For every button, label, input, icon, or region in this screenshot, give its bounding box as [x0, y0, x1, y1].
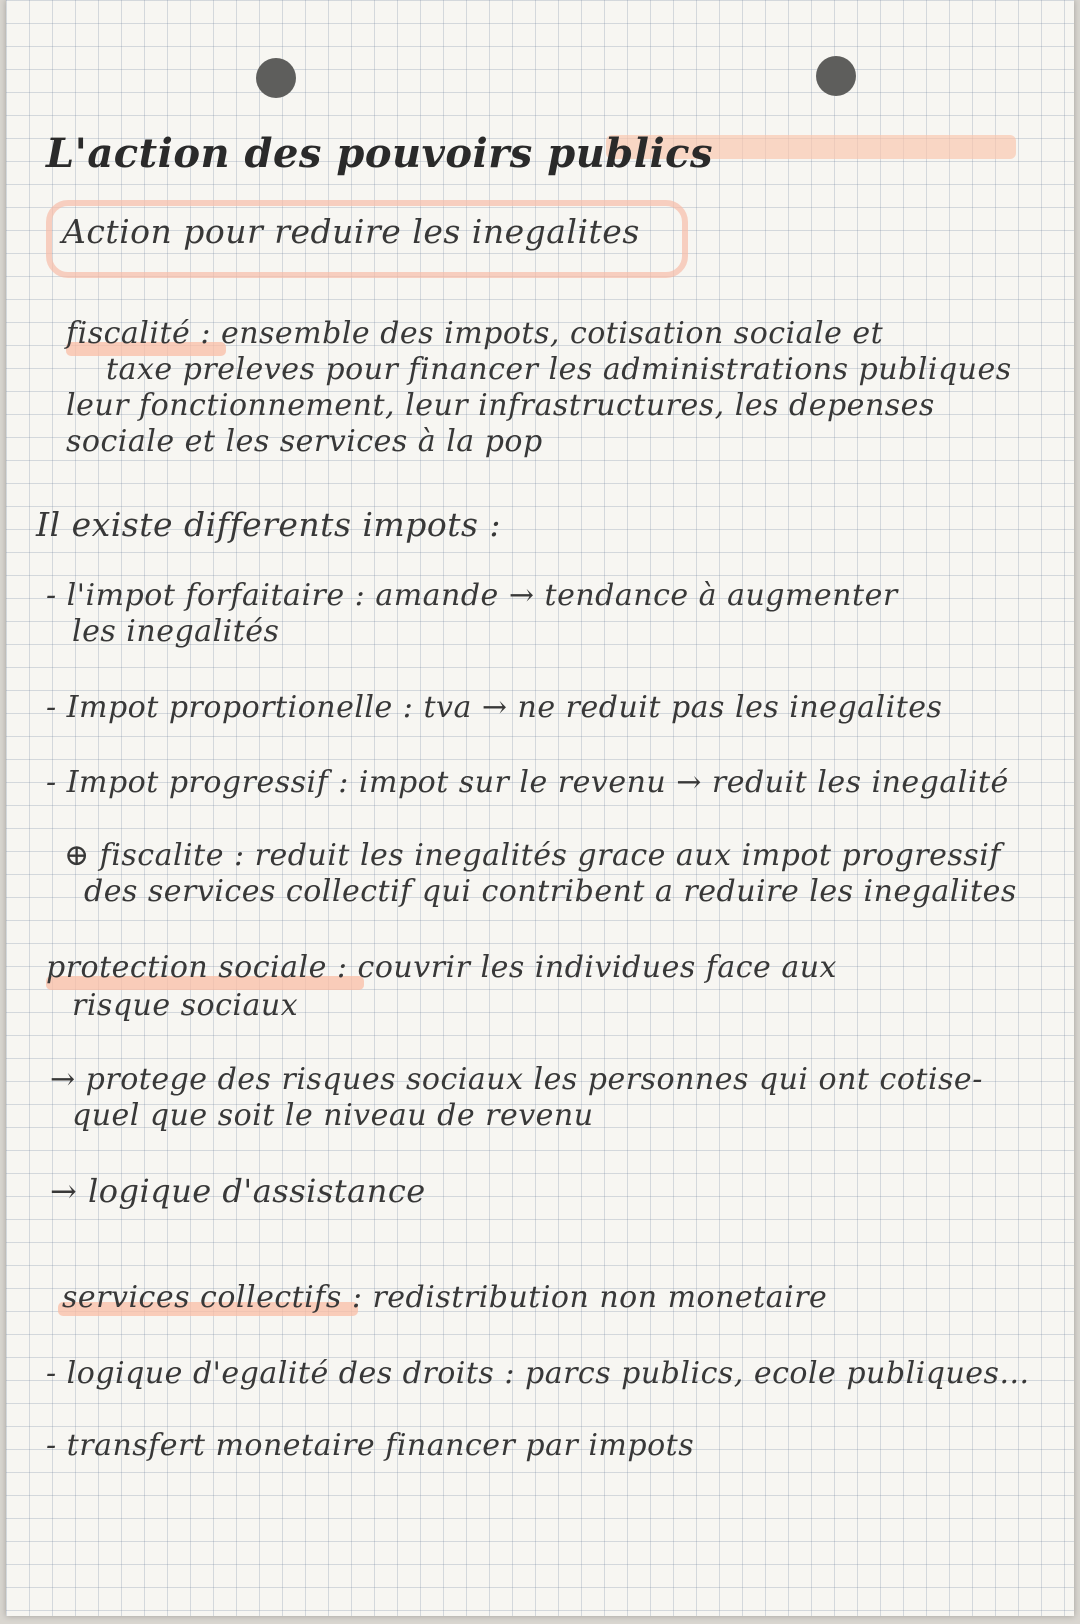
protection-line-2: risque sociaux	[72, 988, 299, 1023]
binder-hole-left	[256, 58, 296, 98]
plus-fiscalite-line-2: des services collectif qui contribent a reduire les inegalites	[84, 874, 1017, 909]
impots-intro: Il existe differents impots :	[36, 505, 502, 544]
impot-proportionelle: - Impot proportionelle : tva → ne reduit pas les inegalites	[46, 690, 943, 725]
page-title: L'action des pouvoirs publics	[46, 130, 714, 177]
protege-line-1: → protege des risques sociaux les personnes qui ont cotise-	[50, 1062, 983, 1097]
fiscalite-def-line-1: fiscalité : ensemble des impots, cotisation sociale et	[66, 316, 884, 351]
fiscalite-def-line-2: taxe preleves pour financer les administrations publiques	[106, 352, 1012, 387]
plus-fiscalite-line-1: ⊕ fiscalite : reduit les inegalités grace aux impot progressif	[64, 838, 1001, 873]
fiscalite-def-line-3: leur fonctionnement, leur infrastructures, les depenses	[66, 388, 935, 423]
protege-line-2: quel que soit le niveau de revenu	[72, 1098, 594, 1133]
fiscalite-def-line-4: sociale et les services à la pop	[66, 424, 543, 459]
services-item-2: - transfert monetaire financer par impots	[46, 1428, 695, 1463]
services-item-1: - logique d'egalité des droits : parcs publics, ecole publiques...	[46, 1356, 1030, 1391]
binder-hole-right	[816, 56, 856, 96]
subtitle: Action pour reduire les inegalites	[62, 212, 640, 251]
impot-forfaitaire-line-1: - l'impot forfaitaire : amande → tendance à augmenter	[46, 578, 898, 613]
protection-line-1: protection sociale : couvrir les individues face aux	[46, 950, 837, 985]
impot-progressif: - Impot progressif : impot sur le revenu → reduit les inegalité	[46, 765, 1009, 800]
services-title: services collectifs : redistribution non monetaire	[62, 1280, 828, 1315]
assistance-line: → logique d'assistance	[50, 1172, 426, 1210]
notebook-page	[6, 0, 1074, 1616]
impot-forfaitaire-line-2: les inegalités	[72, 614, 280, 649]
